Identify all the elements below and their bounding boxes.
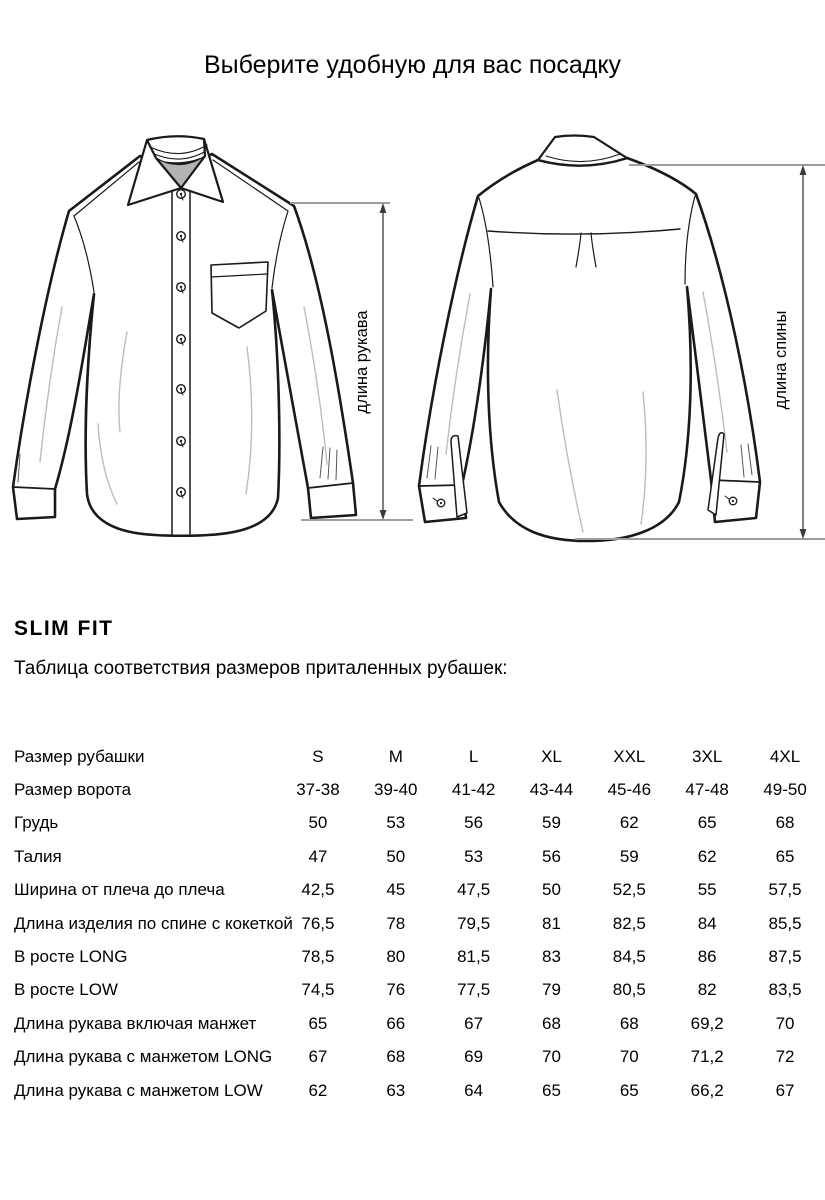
size-cell: 55 <box>697 880 717 900</box>
size-cell: 68 <box>775 813 795 833</box>
row-label: Талия <box>14 846 62 866</box>
arrow-down-icon <box>380 510 387 520</box>
table-row <box>14 1074 824 1107</box>
size-cell: 62 <box>697 846 717 866</box>
size-cell: 87,5 <box>768 947 802 967</box>
table-row <box>14 907 824 940</box>
row-label: Ширина от плеча до плеча <box>14 880 225 900</box>
page-title: Выберите удобную для вас посадку <box>203 51 622 79</box>
size-cell: 70 <box>775 1013 795 1033</box>
row-label: В росте LOW <box>14 980 118 1000</box>
size-cell: 83,5 <box>768 980 802 1000</box>
size-table <box>14 740 824 1107</box>
size-guide-figure <box>0 130 825 560</box>
size-cell: XXL <box>613 746 646 766</box>
size-cell: 83 <box>542 947 561 967</box>
back-shirt-body <box>419 158 760 541</box>
size-cell: 84 <box>697 913 717 933</box>
size-cell: 66,2 <box>690 1080 724 1100</box>
size-cell: 67 <box>308 1047 328 1067</box>
size-cell: 69 <box>464 1047 484 1067</box>
front-collar-band-lines <box>150 145 207 159</box>
table-row <box>14 807 824 840</box>
size-cell: 37-38 <box>296 780 340 800</box>
size-cell: 70 <box>619 1047 639 1067</box>
size-cell: 4XL <box>769 746 801 766</box>
size-cell: 50 <box>308 813 328 833</box>
size-cell: 63 <box>386 1080 406 1100</box>
size-cell: 52,5 <box>612 880 646 900</box>
back-shirt-drawing <box>419 136 760 542</box>
size-cell: 71,2 <box>690 1047 724 1067</box>
size-cell: 67 <box>464 1013 484 1033</box>
row-label: Длина рукава с манжетом LONG <box>14 1047 273 1067</box>
row-label: Длина рукава включая манжет <box>14 1013 257 1033</box>
size-cell: 78 <box>386 913 406 933</box>
row-label: Грудь <box>14 813 59 833</box>
table-row <box>14 974 824 1007</box>
size-cell: 39-40 <box>374 780 418 800</box>
size-cell: 47-48 <box>685 780 729 800</box>
front-shirt-drawing <box>13 136 356 536</box>
sleeve-length-label: длина рукава <box>353 310 371 414</box>
size-cell: 86 <box>697 947 717 967</box>
table-row <box>14 874 824 907</box>
size-cell: 68 <box>619 1013 639 1033</box>
table-row <box>14 940 824 973</box>
size-cell: 45-46 <box>607 780 652 800</box>
size-cell: L <box>468 746 479 766</box>
arrow-down-icon <box>800 529 807 539</box>
size-cell: 50 <box>542 880 561 900</box>
size-cell: 42,5 <box>301 880 335 900</box>
size-cell: M <box>388 746 403 766</box>
table-row <box>14 1007 824 1040</box>
size-cell: 69,2 <box>690 1013 724 1033</box>
size-cell: 47,5 <box>457 880 491 900</box>
size-cell: 76,5 <box>301 913 335 933</box>
size-cell: 56 <box>542 846 561 866</box>
size-cell: 45 <box>386 880 406 900</box>
size-cell: 65 <box>697 813 717 833</box>
size-cell: 72 <box>775 1047 795 1067</box>
arrow-up-icon <box>800 165 807 175</box>
back-length-label: длина спины <box>772 310 790 410</box>
arrow-up-icon <box>380 203 387 213</box>
size-cell: 82 <box>697 980 717 1000</box>
size-cell: 47 <box>308 846 328 866</box>
size-cell: 65 <box>542 1080 561 1100</box>
size-cell: 77,5 <box>457 980 491 1000</box>
size-cell: 59 <box>542 813 561 833</box>
size-cell: 53 <box>464 846 484 866</box>
size-cell: 80 <box>386 947 406 967</box>
size-cell: 85,5 <box>768 913 802 933</box>
size-cell: 56 <box>464 813 484 833</box>
size-cell: 3XL <box>692 746 723 766</box>
size-cell: 53 <box>386 813 406 833</box>
size-cell: S <box>312 746 324 766</box>
size-cell: 76 <box>386 980 406 1000</box>
size-cell: 82,5 <box>612 913 646 933</box>
section-subtitle: Таблица соответствия размеров приталенных рубашек: <box>14 658 508 679</box>
size-cell: 78,5 <box>301 947 335 967</box>
size-cell: 84,5 <box>612 947 646 967</box>
size-cell: 64 <box>464 1080 484 1100</box>
table-row <box>14 840 824 873</box>
size-cell: 57,5 <box>768 880 802 900</box>
size-cell: 65 <box>308 1013 328 1033</box>
size-cell: 50 <box>386 846 406 866</box>
front-shirt-body <box>13 154 356 536</box>
size-cell: 65 <box>619 1080 639 1100</box>
size-cell: 59 <box>619 846 639 866</box>
size-cell: 65 <box>775 846 795 866</box>
front-collar-top-edge <box>147 136 204 140</box>
section-heading: SLIM FIT <box>14 617 114 640</box>
row-label: Длина изделия по спине с кокеткой <box>14 913 293 933</box>
row-label: Размер ворота <box>14 780 132 800</box>
size-cell: 41-42 <box>451 780 496 800</box>
row-label: Длина рукава с манжетом LOW <box>14 1080 263 1100</box>
size-cell: 70 <box>542 1047 561 1067</box>
size-cell: XL <box>541 746 562 766</box>
size-cell: 66 <box>386 1013 406 1033</box>
size-cell: 68 <box>386 1047 406 1067</box>
size-cell: 49-50 <box>763 780 807 800</box>
size-cell: 80,5 <box>612 980 646 1000</box>
size-cell: 62 <box>619 813 639 833</box>
table-row <box>14 1041 824 1074</box>
size-cell: 74,5 <box>301 980 335 1000</box>
row-label: В росте LONG <box>14 947 128 967</box>
table-row <box>14 773 824 806</box>
row-label: Размер рубашки <box>14 746 145 766</box>
size-cell: 81,5 <box>457 947 491 967</box>
size-cell: 68 <box>542 1013 561 1033</box>
size-cell: 79 <box>542 980 561 1000</box>
size-cell: 79,5 <box>457 913 491 933</box>
size-cell: 67 <box>775 1080 795 1100</box>
size-cell: 43-44 <box>529 780 574 800</box>
size-cell: 62 <box>308 1080 328 1100</box>
size-cell: 81 <box>542 913 561 933</box>
table-header-row <box>14 740 824 773</box>
